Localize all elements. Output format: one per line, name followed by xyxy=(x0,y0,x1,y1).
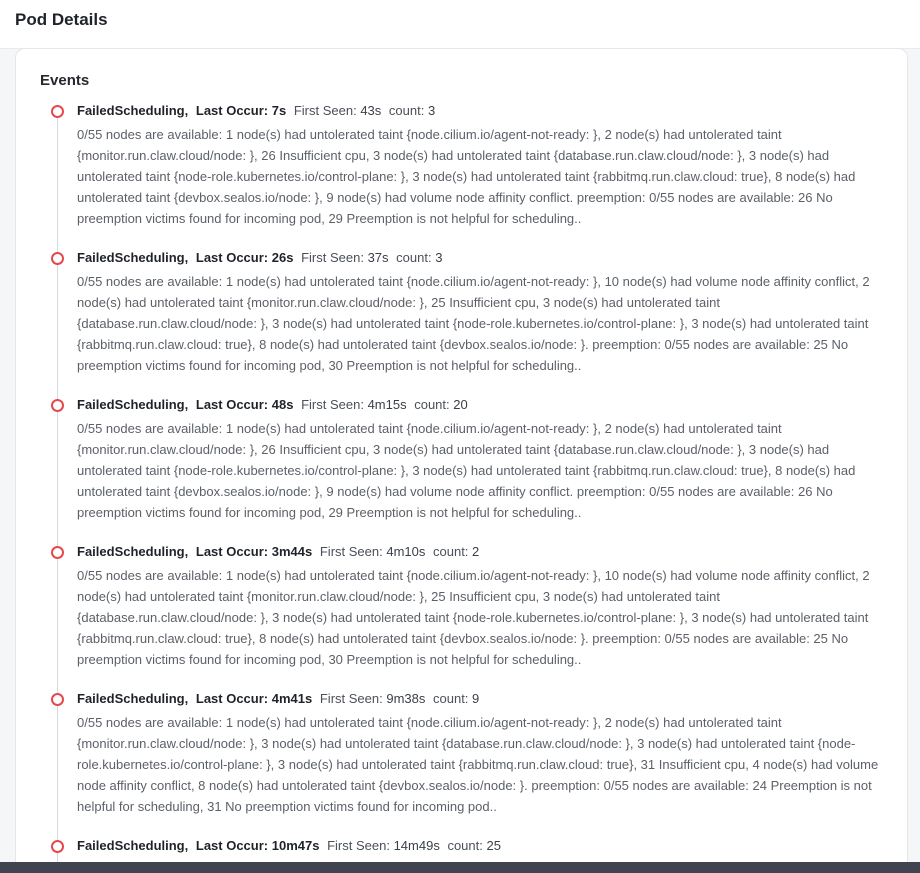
event-item xyxy=(40,101,890,248)
event-reason: FailedScheduling, xyxy=(77,544,189,559)
event-item xyxy=(40,248,890,395)
first-seen-value: 43s xyxy=(360,103,382,118)
first-seen-value: 9m38s xyxy=(386,691,426,706)
first-seen-label: First Seen: xyxy=(293,103,357,118)
last-occur-value: 7s xyxy=(271,103,287,118)
last-occur-value: 10m47s xyxy=(271,838,320,853)
event-header xyxy=(77,689,890,709)
first-seen-label: First Seen: xyxy=(301,250,364,265)
event-header xyxy=(77,248,890,268)
events-timeline xyxy=(40,101,890,873)
event-reason: FailedScheduling, xyxy=(77,103,189,118)
last-occur-label: Last Occur: xyxy=(195,250,269,265)
count-value: 9 xyxy=(472,691,480,706)
event-message: 0/55 nodes are available: 1 node(s) had untolerated taint {node.cilium.io/agent-not-ready: }, 10 node(s) had volume node affinity conflict, 2 node(s) had untolerated taint {monitor.run.claw.cloud/node: }, 25 Insufficient cpu, 3 node(s) had untolerated taint {database.run.claw.cloud/node: }, 3 node(s) had untolerated taint {node-role.kubernetes.io/control-plane: }, 3 node(s) had untolerated taint {rabbitmq.run.claw.cloud: true}, 8 node(s) had untolerated taint {devbox.sealos.io/node: }. preemption: 0/55 nodes are available: 25 No preemption victims found for incoming pod, 30 Preemption is not helpful for scheduling.. xyxy=(77,568,870,667)
event-reason: FailedScheduling, xyxy=(77,838,189,853)
first-seen-value: 4m10s xyxy=(386,544,426,559)
events-title: Events xyxy=(40,72,90,89)
count-label: count: xyxy=(433,691,469,706)
event-item xyxy=(40,542,890,689)
event-header xyxy=(77,395,890,415)
last-occur-label: Last Occur: xyxy=(195,838,269,853)
last-occur-value: 3m44s xyxy=(271,544,313,559)
event-reason: FailedScheduling, xyxy=(77,691,189,706)
event-reason: FailedScheduling, xyxy=(77,397,189,412)
event-reason: FailedScheduling, xyxy=(77,250,189,265)
status-dot-icon xyxy=(51,693,64,706)
last-occur-label: Last Occur: xyxy=(195,103,269,118)
status-dot-icon xyxy=(51,399,64,412)
count-label: count: xyxy=(396,250,432,265)
last-occur-label: Last Occur: xyxy=(195,544,269,559)
status-dot-icon xyxy=(51,252,64,265)
page-title: Pod Details xyxy=(15,10,108,29)
status-dot-icon xyxy=(51,546,64,559)
count-label: count: xyxy=(433,544,469,559)
event-header xyxy=(77,836,890,856)
first-seen-value: 14m49s xyxy=(393,838,440,853)
count-value: 3 xyxy=(435,250,443,265)
last-occur-value: 48s xyxy=(271,397,294,412)
count-value: 3 xyxy=(427,103,436,118)
count-value: 2 xyxy=(472,544,480,559)
event-header xyxy=(77,542,890,562)
event-header xyxy=(77,101,890,121)
event-item xyxy=(40,689,890,836)
event-message: 0/55 nodes are available: 1 node(s) had untolerated taint {node.cilium.io/agent-not-ready: }, 2 node(s) had untolerated taint {monitor.run.claw.cloud/node: }, 26 Insufficient cpu, 3 node(s) had untolerated taint {database.run.claw.cloud/node: }, 3 node(s) had untolerated taint {node-role.kubernetes.io/control-plane: }, 3 node(s) had untolerated taint {rabbitmq.run.claw.cloud: true}, 8 node(s) had untolerated taint {devbox.sealos.io/node: }, 9 node(s) had volume node affinity conflict. preemption: 0/55 nodes are available: 26 No preemption victims found for incoming pod, 29 Preemption is not helpful for scheduling.. xyxy=(77,127,856,226)
first-seen-label: First Seen: xyxy=(327,838,390,853)
event-message: 0/55 nodes are available: 1 node(s) had untolerated taint {node.cilium.io/agent-not-ready: }, 2 node(s) had untolerated taint {monitor.run.claw.cloud/node: }, 3 node(s) had untolerated taint {database.run.claw.cloud/node: }, 3 node(s) had untolerated taint {node-role.kubernetes.io/control-plane: }, 3 node(s) had untolerated taint {rabbitmq.run.claw.cloud: true}, 31 Insufficient cpu, 4 node(s) had volume node affinity conflict, 8 node(s) had untolerated taint {devbox.sealos.io/node: }. preemption: 0/55 nodes are available: 24 Preemption is not helpful for scheduling, 31 No preemption victims found for incoming pod.. xyxy=(77,715,879,814)
first-seen-label: First Seen: xyxy=(301,397,364,412)
first-seen-label: First Seen: xyxy=(319,691,383,706)
status-dot-icon xyxy=(51,840,64,853)
count-value: 25 xyxy=(486,838,501,853)
event-message: 0/55 nodes are available: 1 node(s) had untolerated taint {node.cilium.io/agent-not-ready: }, 2 node(s) had untolerated taint {monitor.run.claw.cloud/node: }, 26 Insufficient cpu, 3 node(s) had untolerated taint {database.run.claw.cloud/node: }, 3 node(s) had untolerated taint {node-role.kubernetes.io/control-plane: }, 3 node(s) had untolerated taint {rabbitmq.run.claw.cloud: true}, 8 node(s) had untolerated taint {devbox.sealos.io/node: }, 9 node(s) had volume node affinity conflict. preemption: 0/55 nodes are available: 26 No preemption victims found for incoming pod, 29 Preemption is not helpful for scheduling.. xyxy=(77,421,856,520)
event-message: 0/55 nodes are available: 1 node(s) had untolerated taint {node.cilium.io/agent-not-ready: }, 10 node(s) had volume node affinity conflict, 2 node(s) had untolerated taint {monitor.run.claw.cloud/node: }, 25 Insufficient cpu, 3 node(s) had untolerated taint {database.run.claw.cloud/node: }, 3 node(s) had untolerated taint {node-role.kubernetes.io/control-plane: }, 3 node(s) had untolerated taint {rabbitmq.run.claw.cloud: true}, 8 node(s) had untolerated taint {devbox.sealos.io/node: }. preemption: 0/55 nodes are available: 25 No preemption victims found for incoming pod, 30 Preemption is not helpful for scheduling.. xyxy=(77,274,870,373)
last-occur-value: 4m41s xyxy=(271,691,313,706)
last-occur-value: 26s xyxy=(271,250,294,265)
count-label: count: xyxy=(414,397,450,412)
count-label: count: xyxy=(388,103,425,118)
events-panel[interactable] xyxy=(15,48,908,873)
first-seen-value: 4m15s xyxy=(367,397,407,412)
header xyxy=(0,0,920,49)
status-dot-icon xyxy=(51,105,64,118)
count-value: 20 xyxy=(453,397,468,412)
last-occur-label: Last Occur: xyxy=(195,397,269,412)
first-seen-value: 37s xyxy=(367,250,389,265)
count-label: count: xyxy=(447,838,483,853)
last-occur-label: Last Occur: xyxy=(195,691,269,706)
window-bottom-bar xyxy=(0,862,920,873)
event-item xyxy=(40,395,890,542)
first-seen-label: First Seen: xyxy=(319,544,383,559)
